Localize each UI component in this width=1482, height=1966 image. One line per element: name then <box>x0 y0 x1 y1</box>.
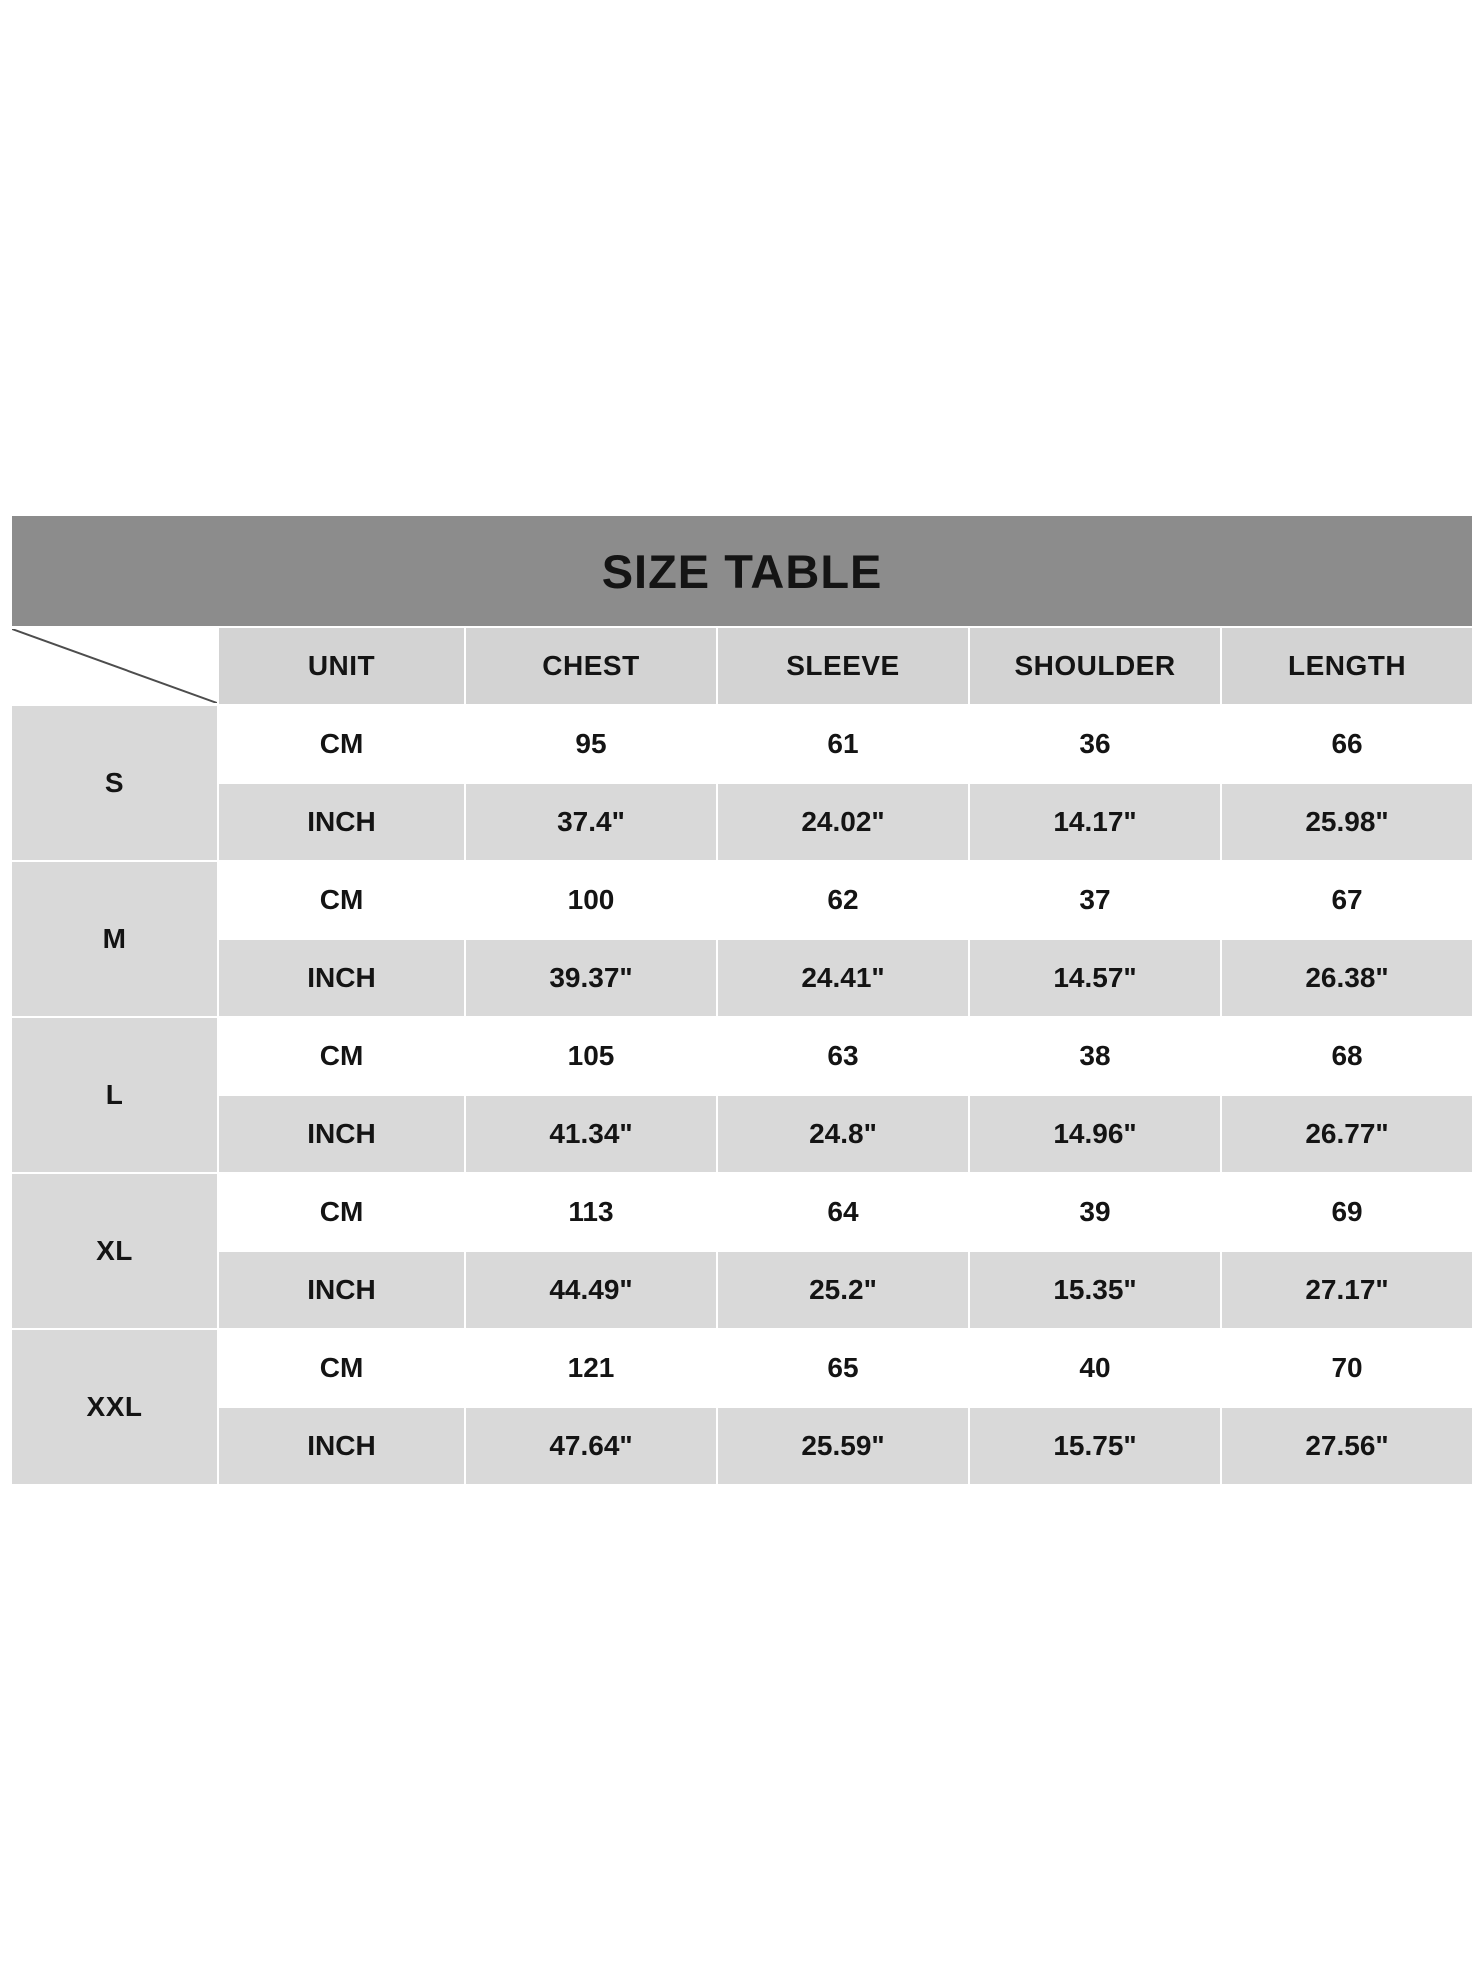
cell-length: 26.38" <box>1221 939 1473 1017</box>
cell-shoulder: 14.96" <box>969 1095 1221 1173</box>
size-label-xxl: XXL <box>11 1329 218 1485</box>
corner-diagonal-cell <box>11 627 218 705</box>
cell-shoulder: 37 <box>969 861 1221 939</box>
table-row <box>11 1329 1473 1407</box>
cell-length: 68 <box>1221 1017 1473 1095</box>
cell-shoulder: 36 <box>969 705 1221 783</box>
table-row <box>11 1095 1473 1173</box>
column-header-shoulder: SHOULDER <box>969 627 1221 705</box>
table-header-row <box>11 627 1473 705</box>
cell-chest: 44.49" <box>465 1251 717 1329</box>
cell-length: 70 <box>1221 1329 1473 1407</box>
size-label-s: S <box>11 705 218 861</box>
unit-label: INCH <box>218 939 465 1017</box>
cell-sleeve: 64 <box>717 1173 969 1251</box>
table-row <box>11 1251 1473 1329</box>
table-row <box>11 939 1473 1017</box>
size-table <box>10 514 1474 1486</box>
cell-chest: 105 <box>465 1017 717 1095</box>
cell-sleeve: 25.2" <box>717 1251 969 1329</box>
cell-shoulder: 14.17" <box>969 783 1221 861</box>
cell-length: 66 <box>1221 705 1473 783</box>
column-header-chest: CHEST <box>465 627 717 705</box>
column-header-unit: UNIT <box>218 627 465 705</box>
unit-label: CM <box>218 1329 465 1407</box>
unit-label: INCH <box>218 783 465 861</box>
cell-shoulder: 15.35" <box>969 1251 1221 1329</box>
page-title: SIZE TABLE <box>11 515 1473 627</box>
cell-sleeve: 24.41" <box>717 939 969 1017</box>
cell-length: 27.56" <box>1221 1407 1473 1485</box>
cell-chest: 47.64" <box>465 1407 717 1485</box>
cell-chest: 41.34" <box>465 1095 717 1173</box>
cell-shoulder: 14.57" <box>969 939 1221 1017</box>
table-title-row <box>11 515 1473 627</box>
cell-chest: 39.37" <box>465 939 717 1017</box>
table-row <box>11 861 1473 939</box>
cell-sleeve: 24.8" <box>717 1095 969 1173</box>
cell-sleeve: 61 <box>717 705 969 783</box>
table-row <box>11 705 1473 783</box>
size-label-xl: XL <box>11 1173 218 1329</box>
cell-shoulder: 40 <box>969 1329 1221 1407</box>
unit-label: INCH <box>218 1095 465 1173</box>
cell-sleeve: 63 <box>717 1017 969 1095</box>
cell-chest: 95 <box>465 705 717 783</box>
size-label-m: M <box>11 861 218 1017</box>
diagonal-line-icon <box>12 629 217 703</box>
cell-length: 69 <box>1221 1173 1473 1251</box>
size-label-l: L <box>11 1017 218 1173</box>
table-row <box>11 1017 1473 1095</box>
cell-shoulder: 15.75" <box>969 1407 1221 1485</box>
cell-sleeve: 65 <box>717 1329 969 1407</box>
cell-sleeve: 24.02" <box>717 783 969 861</box>
table-row <box>11 1173 1473 1251</box>
cell-shoulder: 38 <box>969 1017 1221 1095</box>
unit-label: INCH <box>218 1407 465 1485</box>
unit-label: CM <box>218 705 465 783</box>
cell-length: 26.77" <box>1221 1095 1473 1173</box>
column-header-length: LENGTH <box>1221 627 1473 705</box>
size-table-container <box>10 514 1472 1486</box>
cell-sleeve: 62 <box>717 861 969 939</box>
table-row <box>11 783 1473 861</box>
unit-label: CM <box>218 1173 465 1251</box>
cell-chest: 100 <box>465 861 717 939</box>
unit-label: INCH <box>218 1251 465 1329</box>
cell-sleeve: 25.59" <box>717 1407 969 1485</box>
cell-chest: 121 <box>465 1329 717 1407</box>
cell-length: 25.98" <box>1221 783 1473 861</box>
table-row <box>11 1407 1473 1485</box>
cell-length: 67 <box>1221 861 1473 939</box>
cell-length: 27.17" <box>1221 1251 1473 1329</box>
cell-shoulder: 39 <box>969 1173 1221 1251</box>
column-header-sleeve: SLEEVE <box>717 627 969 705</box>
cell-chest: 37.4" <box>465 783 717 861</box>
unit-label: CM <box>218 1017 465 1095</box>
unit-label: CM <box>218 861 465 939</box>
cell-chest: 113 <box>465 1173 717 1251</box>
